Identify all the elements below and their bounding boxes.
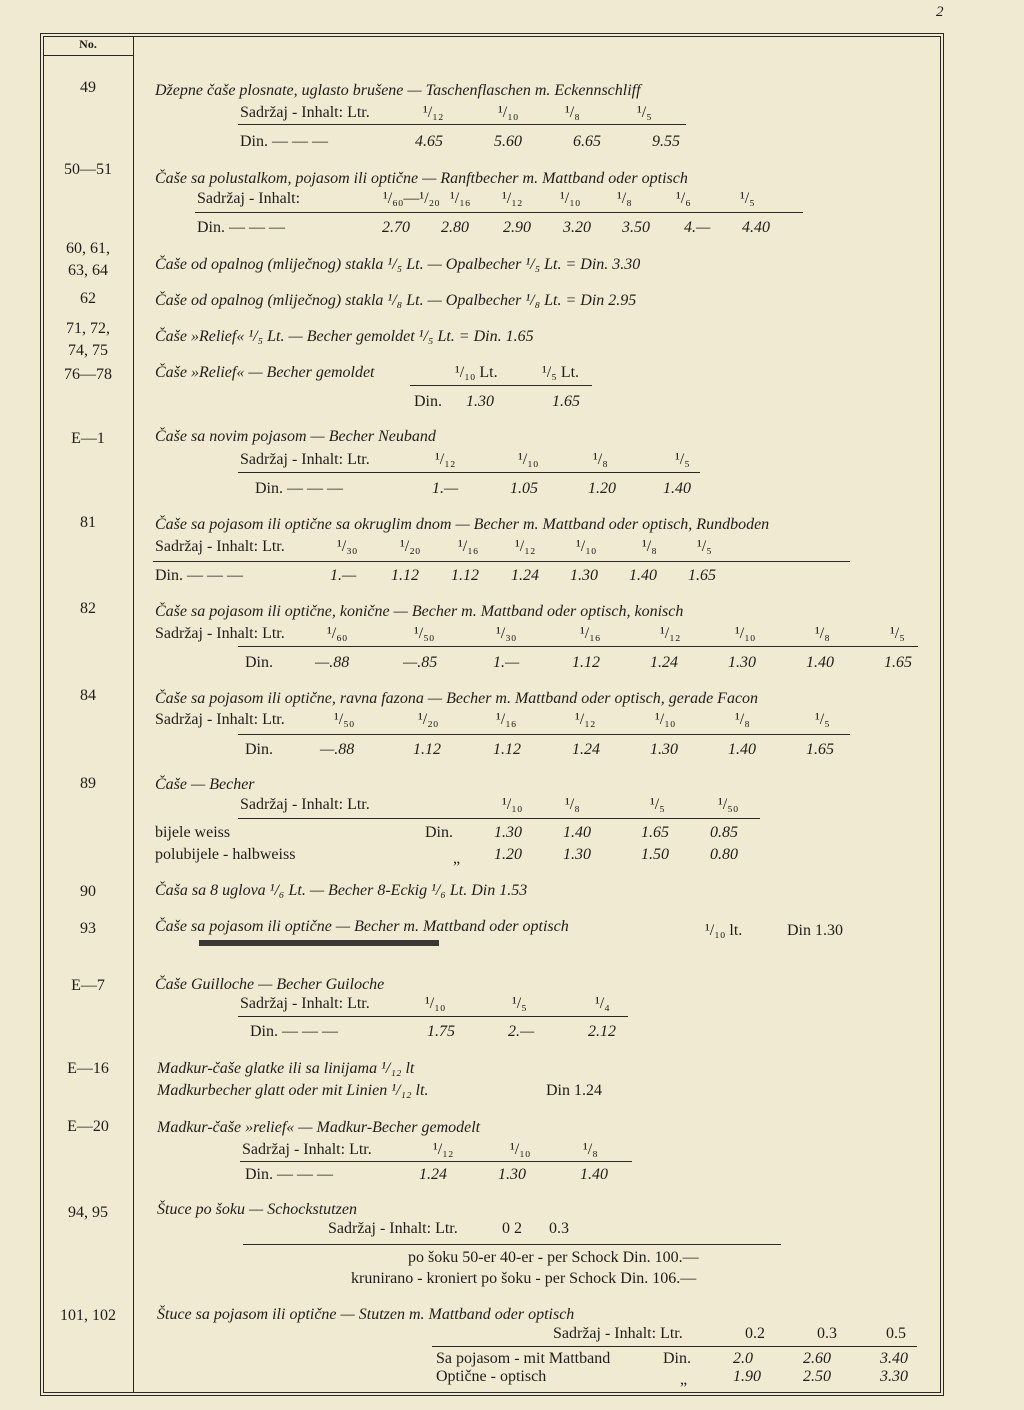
price-cell: 1.75 bbox=[427, 1023, 455, 1040]
size-cell: ¹/₁₆ bbox=[458, 538, 479, 555]
price-cell: 1.65 bbox=[641, 824, 669, 841]
price-cell: 4.— bbox=[684, 219, 711, 236]
price-cell: 1.12 bbox=[493, 741, 521, 758]
price-label: Din. bbox=[245, 654, 273, 671]
price-cell: 1.12 bbox=[391, 567, 419, 584]
row-number: 62 bbox=[80, 290, 96, 307]
row-number: 93 bbox=[80, 920, 96, 937]
content-label: Sadržaj - Inhalt: Ltr. bbox=[240, 104, 370, 121]
content-label: Sadržaj - Inhalt: Ltr. bbox=[240, 995, 370, 1012]
price-cell: 1.24 bbox=[419, 1166, 447, 1183]
price-cell: 9.55 bbox=[652, 133, 680, 150]
price-cell: 1.65 bbox=[552, 393, 580, 410]
size-cell: ¹/₁₂ bbox=[435, 451, 456, 468]
row-title: Čaše »Relief« ¹/₅ Lt. — Becher gemoldet ¹/₅ Lt. = Din. 1.65 bbox=[155, 328, 534, 345]
row-number: 90 bbox=[80, 883, 96, 900]
size-cell: ¹/₅ Lt. bbox=[542, 364, 580, 381]
size-cell: ¹/₁₀ bbox=[735, 625, 756, 642]
price-cell: 1.12 bbox=[572, 654, 600, 671]
price-cell: Din 1.30 bbox=[787, 922, 843, 939]
size-cell: ¹/₁₆ bbox=[450, 190, 471, 207]
price-cell: 1.30 bbox=[650, 741, 678, 758]
row-number: 82 bbox=[80, 600, 96, 617]
strikethrough-bar bbox=[199, 940, 439, 946]
size-cell: ¹/₅ bbox=[675, 451, 690, 468]
row-title: Čaše od opalnog (mliječnog) stakla ¹/₈ Lt. — Opalbecher ¹/₈ Lt. = Din 2.95 bbox=[155, 292, 637, 309]
price-cell: 1.20 bbox=[494, 846, 522, 863]
row-title: Štuce po šoku — Schockstutzen bbox=[157, 1201, 357, 1218]
price-label: Din. bbox=[425, 824, 453, 841]
row-title: Čaše sa polustalkom, pojasom ili optične — Ranftbecher m. Mattband oder optisch bbox=[155, 170, 688, 187]
size-cell: 0.3 bbox=[817, 1325, 837, 1342]
row-title: Čaše sa pojasom ili optične — Becher m. Mattband oder optisch bbox=[155, 918, 569, 935]
size-cell: ¹/₈ bbox=[617, 190, 632, 207]
price-cell: 1.50 bbox=[641, 846, 669, 863]
row-number: E—16 bbox=[67, 1060, 109, 1077]
price-cell: 1.24 bbox=[511, 567, 539, 584]
size-cell: ¹/₁₂ bbox=[515, 538, 536, 555]
size-cell: ¹/₂₀ bbox=[418, 711, 439, 728]
note: krunirano - kroniert po šoku - per Schock Din. 106.— bbox=[351, 1270, 697, 1287]
rule bbox=[238, 1016, 628, 1017]
size-cell: ¹/₁₂ bbox=[433, 1141, 454, 1158]
price-cell: 2.70 bbox=[382, 219, 410, 236]
row-title: Čaše sa pojasom ili optične, ravna fazona — Becher m. Mattband oder optisch, gerade Facon bbox=[155, 690, 759, 707]
size-cell: ¹/₁₂ bbox=[660, 625, 681, 642]
page-number: 2 bbox=[936, 4, 944, 20]
price-cell: 3.30 bbox=[880, 1368, 908, 1385]
size-cell: ¹/₁₀ bbox=[560, 190, 581, 207]
row-number: E—7 bbox=[71, 977, 105, 994]
size-cell: ¹/₁₀ bbox=[502, 796, 523, 813]
size-cell: ¹/₁₀ bbox=[425, 995, 446, 1012]
price-cell: 1.05 bbox=[510, 480, 538, 497]
content-label: Sadržaj - Inhalt: Ltr. bbox=[155, 625, 285, 642]
size-cell: ¹/₅ bbox=[650, 796, 665, 813]
price-cell: 2.90 bbox=[503, 219, 531, 236]
price-cell: 1.40 bbox=[629, 567, 657, 584]
price-cell: 3.40 bbox=[880, 1350, 908, 1367]
rule bbox=[238, 124, 686, 125]
price-cell: 3.20 bbox=[563, 219, 591, 236]
price-cell: 1.12 bbox=[413, 741, 441, 758]
price-cell: 0.80 bbox=[710, 846, 738, 863]
row-title: Čaša sa 8 uglova ¹/₆ Lt. — Becher 8-Eckig ¹/₆ Lt. Din 1.53 bbox=[155, 882, 528, 899]
price-cell: 1.30 bbox=[466, 393, 494, 410]
price-cell: 2.12 bbox=[588, 1023, 616, 1040]
rule bbox=[432, 1346, 917, 1347]
price-cell: Din 1.24 bbox=[546, 1082, 602, 1099]
size-cell: ¹/₁₀ bbox=[518, 451, 539, 468]
variant-label: polubijele - halbweiss bbox=[155, 846, 296, 863]
column-header-no: No. bbox=[79, 37, 97, 51]
row-number: 49 bbox=[80, 79, 96, 96]
row-title: Čaše sa pojasom ili optične sa okruglim dnom — Becher m. Mattband oder optisch, Rundboden bbox=[155, 516, 770, 533]
price-cell: 4.65 bbox=[415, 133, 443, 150]
content-label: Sadržaj - Inhalt: Ltr. bbox=[328, 1220, 458, 1237]
row-title: Čaše Guilloche — Becher Guiloche bbox=[155, 976, 385, 993]
size-cell: ¹/₅ bbox=[890, 625, 905, 642]
rule bbox=[195, 212, 803, 213]
content-label: Sadržaj - Inhalt: bbox=[197, 190, 301, 207]
content-label: Sadržaj - Inhalt: Ltr. bbox=[155, 538, 285, 555]
size-cell: ¹/₈ bbox=[593, 451, 608, 468]
price-cell: 5.60 bbox=[494, 133, 522, 150]
price-cell: 1.— bbox=[493, 654, 520, 671]
price-cell: 1.65 bbox=[806, 741, 834, 758]
price-cell: 1.30 bbox=[563, 846, 591, 863]
size-cell: ¹/₅₀ bbox=[414, 625, 435, 642]
price-cell: 1.— bbox=[330, 567, 357, 584]
row-number: 94, 95 bbox=[68, 1204, 108, 1221]
size-cell: 0 2 bbox=[502, 1220, 522, 1237]
size-cell: ¹/₆₀ bbox=[327, 625, 348, 642]
content-label: Sadržaj - Inhalt: Ltr. bbox=[155, 711, 285, 728]
price-cell: 2.0 bbox=[733, 1350, 753, 1367]
size-cell: ¹/₅₀ bbox=[718, 796, 739, 813]
price-cell: —.88 bbox=[315, 654, 350, 671]
size-cell: ¹/₆ bbox=[676, 190, 691, 207]
size-cell: ¹/₅ bbox=[697, 538, 712, 555]
rule bbox=[238, 646, 918, 647]
price-label: Din. bbox=[245, 741, 273, 758]
row-number: 84 bbox=[80, 687, 96, 704]
rule bbox=[153, 561, 850, 562]
size-cell: 0.3 bbox=[549, 1220, 569, 1237]
price-cell: 1.30 bbox=[498, 1166, 526, 1183]
price-cell: 4.40 bbox=[742, 219, 770, 236]
variant-label: Optične - optisch bbox=[436, 1368, 547, 1385]
size-cell: ¹/₈ bbox=[583, 1141, 598, 1158]
row-title: Madkur-čaše glatke ili sa linijama ¹/₁₂ lt bbox=[157, 1060, 415, 1077]
size-cell: ¹/₁₆ bbox=[580, 625, 601, 642]
size-cell: ¹/₁₀ bbox=[510, 1141, 531, 1158]
price-cell: 1.90 bbox=[733, 1368, 761, 1385]
row-title-2: Madkurbecher glatt oder mit Linien ¹/₁₂ lt. bbox=[157, 1082, 429, 1099]
size-cell: ¹/₁₀ bbox=[498, 104, 519, 121]
row-title: Čaše — Becher bbox=[155, 776, 255, 793]
price-cell: 1.40 bbox=[580, 1166, 608, 1183]
rule bbox=[238, 818, 760, 819]
row-title: Čaše sa pojasom ili optične, konične — Becher m. Mattband oder optisch, konisch bbox=[155, 603, 684, 620]
content-label: Sadržaj - Inhalt: Ltr. bbox=[240, 451, 370, 468]
row-title: Čaše sa novim pojasom — Becher Neuband bbox=[155, 428, 436, 445]
rule bbox=[240, 1161, 632, 1162]
price-label: Din. bbox=[663, 1350, 691, 1367]
price-label: Din. — — — bbox=[255, 480, 343, 497]
size-cell: ¹/₁₀ bbox=[576, 538, 597, 555]
price-cell: 1.30 bbox=[728, 654, 756, 671]
price-label: Din. bbox=[414, 393, 442, 410]
price-cell: 1.24 bbox=[572, 741, 600, 758]
size-cell: ¹/₅ bbox=[637, 104, 652, 121]
price-cell: 1.— bbox=[432, 480, 459, 497]
size-cell: ¹/₆₀—¹/₂₀ bbox=[383, 190, 440, 207]
size-cell: ¹/₁₀ bbox=[655, 711, 676, 728]
price-cell: 2.50 bbox=[803, 1368, 831, 1385]
price-cell: 3.50 bbox=[622, 219, 650, 236]
size-cell: ¹/₁₀ lt. bbox=[705, 922, 743, 939]
price-cell: 1.24 bbox=[650, 654, 678, 671]
price-cell: 6.65 bbox=[573, 133, 601, 150]
price-cell: 1.30 bbox=[494, 824, 522, 841]
row-number: 81 bbox=[80, 514, 96, 531]
price-cell: —.85 bbox=[403, 654, 438, 671]
price-label: Din. — — — bbox=[155, 567, 243, 584]
rule bbox=[238, 734, 850, 735]
rule bbox=[410, 385, 592, 386]
price-cell: 0.85 bbox=[710, 824, 738, 841]
price-cell: 2.— bbox=[508, 1023, 535, 1040]
row-title: Džepne čaše plosnate, uglasto brušene — Taschenflaschen m. Eckennschliff bbox=[155, 82, 641, 99]
price-label: Din. — — — bbox=[240, 133, 328, 150]
size-cell: ¹/₂₀ bbox=[400, 538, 421, 555]
column-divider bbox=[133, 36, 134, 1393]
size-cell: ¹/₈ bbox=[735, 711, 750, 728]
content-label: Sadržaj - Inhalt: Ltr. bbox=[240, 796, 370, 813]
size-cell: ¹/₅ bbox=[740, 190, 755, 207]
note: po šoku 50-er 40-er - per Schock Din. 100.— bbox=[408, 1249, 699, 1266]
size-cell: ¹/₁₂ bbox=[575, 711, 596, 728]
price-label: Din. — — — bbox=[197, 219, 285, 236]
price-cell: 2.60 bbox=[803, 1350, 831, 1367]
row-number: 50—51 bbox=[64, 161, 112, 178]
variant-label: bijele weiss bbox=[155, 824, 231, 841]
rule bbox=[243, 1244, 781, 1245]
price-cell: 2.80 bbox=[441, 219, 469, 236]
size-cell: 0.2 bbox=[745, 1325, 765, 1342]
size-cell: ¹/₈ bbox=[815, 625, 830, 642]
row-number: E—1 bbox=[71, 430, 105, 447]
row-title: Čaše od opalnog (mliječnog) stakla ¹/₅ Lt. — Opalbecher ¹/₅ Lt. = Din. 3.30 bbox=[155, 256, 641, 273]
size-cell: ¹/₄ bbox=[595, 995, 610, 1012]
size-cell: ¹/₃₀ bbox=[337, 538, 358, 555]
row-number: E—20 bbox=[67, 1118, 109, 1135]
size-cell: ¹/₈ bbox=[565, 104, 580, 121]
size-cell: ¹/₃₀ bbox=[496, 625, 517, 642]
variant-label: Sa pojasom - mit Mattband bbox=[436, 1350, 611, 1367]
price-cell: 1.12 bbox=[451, 567, 479, 584]
size-cell: ¹/₈ bbox=[565, 796, 580, 813]
row-number: 101, 102 bbox=[60, 1307, 116, 1324]
price-cell: 1.65 bbox=[884, 654, 912, 671]
size-cell: ¹/₁₆ bbox=[496, 711, 517, 728]
ditto-mark: „ bbox=[453, 850, 461, 867]
size-cell: ¹/₅₀ bbox=[334, 711, 355, 728]
size-cell: ¹/₅ bbox=[512, 995, 527, 1012]
price-cell: 1.20 bbox=[588, 480, 616, 497]
content-label: Sadržaj - Inhalt: Ltr. bbox=[242, 1141, 372, 1158]
price-cell: 1.30 bbox=[570, 567, 598, 584]
row-number: 71, 72, 74, 75 bbox=[66, 320, 110, 359]
size-cell: ¹/₁₀ Lt. bbox=[455, 364, 498, 381]
size-cell: ¹/₈ bbox=[642, 538, 657, 555]
row-title: Štuce sa pojasom ili optične — Stutzen m. Mattband oder optisch bbox=[157, 1306, 575, 1323]
price-cell: 1.65 bbox=[688, 567, 716, 584]
header-divider bbox=[43, 55, 133, 56]
price-label: Din. — — — bbox=[245, 1166, 333, 1183]
size-cell: ¹/₁₂ bbox=[502, 190, 523, 207]
size-cell: 0.5 bbox=[886, 1325, 906, 1342]
price-cell: 1.40 bbox=[663, 480, 691, 497]
ditto-mark: „ bbox=[680, 1371, 688, 1388]
size-cell: ¹/₅ bbox=[815, 711, 830, 728]
row-number: 76—78 bbox=[64, 366, 112, 383]
price-cell: 1.40 bbox=[563, 824, 591, 841]
price-cell: —.88 bbox=[320, 741, 355, 758]
price-label: Din. — — — bbox=[250, 1023, 338, 1040]
price-cell: 1.40 bbox=[728, 741, 756, 758]
row-number: 60, 61, 63, 64 bbox=[66, 240, 110, 279]
price-cell: 1.40 bbox=[806, 654, 834, 671]
row-title: Čaše »Relief« — Becher gemoldet bbox=[155, 364, 375, 381]
size-cell: ¹/₁₂ bbox=[423, 104, 444, 121]
rule bbox=[238, 472, 700, 473]
row-number: 89 bbox=[80, 775, 96, 792]
row-title: Madkur-čaše »relief« — Madkur-Becher gemodelt bbox=[157, 1119, 481, 1136]
content-label: Sadržaj - Inhalt: Ltr. bbox=[553, 1325, 683, 1342]
